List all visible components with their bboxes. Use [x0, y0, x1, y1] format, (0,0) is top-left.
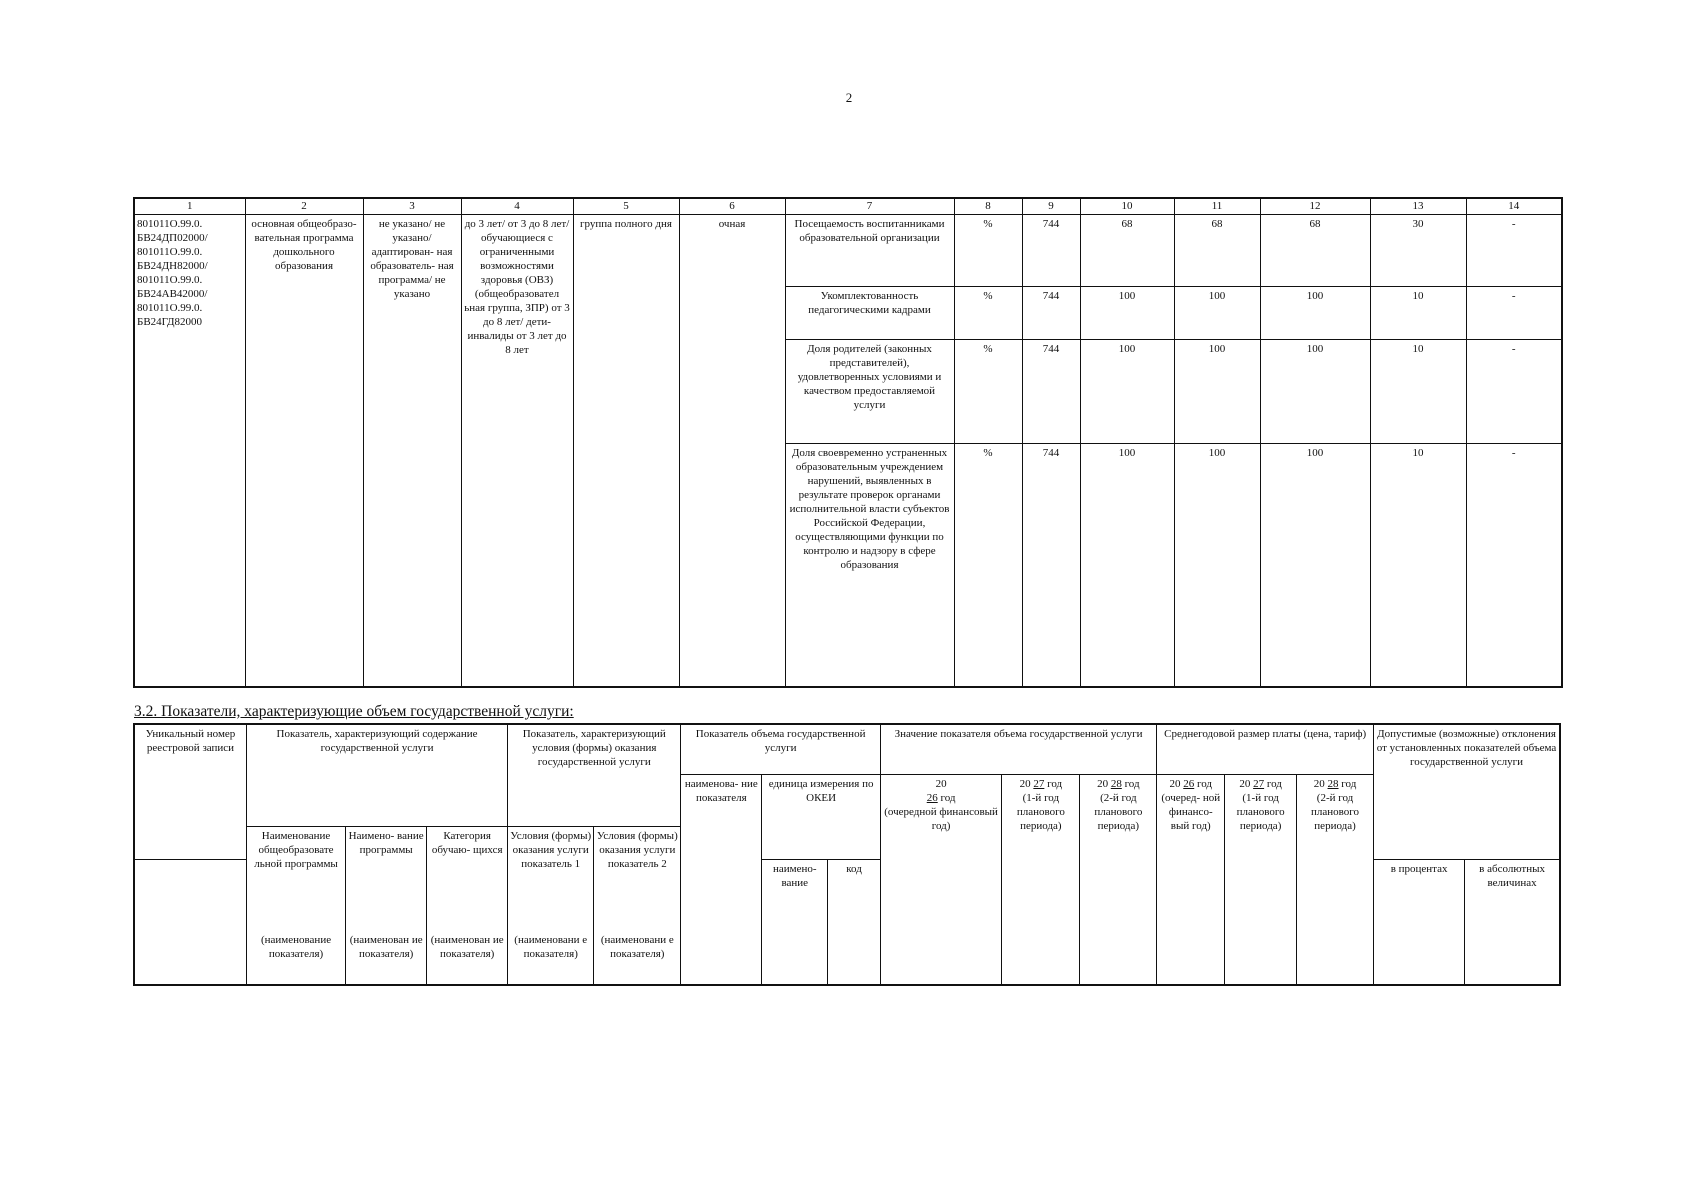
indicator-name: Доля своевременно устраненных образовательным учреждением нарушений, выявленных в результате проверок органами исполнительной власти субъектов Российской Федерации, осуществляющими функции по контролю и надзору в сфере образования: [785, 444, 954, 687]
header-year-2026: 20 26 год (очередной финансовый год): [880, 774, 1002, 985]
deviation-percent: 10: [1370, 340, 1466, 444]
indicator-value-2028: 68: [1260, 215, 1370, 287]
indicator-label: (наименовани е показателя): [594, 931, 681, 985]
deviation-absolute: -: [1466, 444, 1562, 687]
deviation-absolute: -: [1466, 215, 1562, 287]
program-name: основная общеобразо- вательная программа дошкольного образования: [245, 215, 363, 687]
header-student-category: Категория обучаю- щихся: [427, 826, 508, 931]
quality-indicators-table: [133, 197, 1563, 688]
indicator-unit: %: [954, 340, 1022, 444]
indicator-name: Посещаемость воспитанниками образовательной организации: [785, 215, 954, 287]
header-record-number: Уникальный номер реестровой записи: [134, 724, 246, 859]
header-price-2027: 20 27 год (1-й год планового периода): [1225, 774, 1297, 985]
col-number: 3: [363, 198, 461, 215]
col-number: 1: [134, 198, 245, 215]
indicator-code: 744: [1022, 215, 1080, 287]
header-allowed-deviation: Допустимые (возможные) отклонения от установленных показателей объема государственной услуги: [1374, 724, 1560, 859]
indicator-value-2027: 100: [1174, 444, 1260, 687]
deviation-absolute: -: [1466, 287, 1562, 340]
col-number: 5: [573, 198, 679, 215]
col-number: 10: [1080, 198, 1174, 215]
condition-1: группа полного дня: [573, 215, 679, 687]
indicator-name: Доля родителей (законных представителей), удовлетворенных условиями и качеством предоставляемой услуги: [785, 340, 954, 444]
indicator-name: Укомплектованность педагогическими кадрами: [785, 287, 954, 340]
header-content-indicator: Показатель, характеризующий содержание государственной услуги: [246, 724, 507, 826]
indicator-label: (наименование показателя): [246, 931, 345, 985]
header-condition-indicator: Показатель, характеризующий условия (формы) оказания государственной услуги: [508, 724, 681, 826]
deviation-absolute: -: [1466, 340, 1562, 444]
student-category: до 3 лет/ от 3 до 8 лет/ обучающиеся с ограниченными возможностями здоровья (ОВЗ) (общеобразовател ьная группа, ЗПР) от 3 до 8 лет/ дети-инвалиды от 3 лет до 8 лет: [461, 215, 573, 687]
header-price-2028: 20 28 год (2-й год планового периода): [1297, 774, 1374, 985]
indicator-code: 744: [1022, 444, 1080, 687]
col-number: 8: [954, 198, 1022, 215]
header-deviation-absolute: в абсолютных величинах: [1465, 859, 1560, 985]
indicator-value-2026: 100: [1080, 444, 1174, 687]
indicator-value-2026: 100: [1080, 340, 1174, 444]
col-number: 12: [1260, 198, 1370, 215]
header-row: [134, 724, 1560, 774]
volume-indicators-table: [133, 723, 1561, 986]
indicator-value-2028: 100: [1260, 287, 1370, 340]
condition-2: очная: [679, 215, 785, 687]
record-number: 801011О.99.0. БВ24ДП02000/ 801011О.99.0. БВ24ДН82000/ 801011О.99.0. БВ24АВ42000/ 801011О.99.0. БВ24ГД82000: [134, 215, 245, 687]
col-number: 6: [679, 198, 785, 215]
header-program-name: Наименование общеобразовате льной программы: [246, 826, 345, 931]
indicator-label: (наименован ие показателя): [427, 931, 508, 985]
header-year-2028: 20 28 год (2-й год планового периода): [1080, 774, 1157, 985]
col-number: 9: [1022, 198, 1080, 215]
col-number: 11: [1174, 198, 1260, 215]
header-condition-2: Условия (формы) оказания услуги показатель 2: [594, 826, 681, 931]
header-indicator-name: наименова- ние показателя: [681, 774, 762, 985]
indicator-value-2026: 68: [1080, 215, 1174, 287]
indicator-code: 744: [1022, 340, 1080, 444]
deviation-percent: 10: [1370, 287, 1466, 340]
header-volume-value: Значение показателя объема государственной услуги: [880, 724, 1156, 774]
col-number: 13: [1370, 198, 1466, 215]
col-number: 14: [1466, 198, 1562, 215]
column-number-row: [134, 198, 1562, 215]
indicator-unit: %: [954, 215, 1022, 287]
indicator-value-2026: 100: [1080, 287, 1174, 340]
header-volume-indicator: Показатель объема государственной услуги: [681, 724, 881, 774]
indicator-value-2027: 100: [1174, 287, 1260, 340]
indicator-unit: %: [954, 444, 1022, 687]
section-title: 3.2. Показатели, характеризующие объем государственной услуги:: [134, 703, 574, 720]
deviation-percent: 10: [1370, 444, 1466, 687]
header-okei-name: наимено- вание: [762, 859, 828, 985]
header-year-2027: 20 27 год (1-й год планового периода): [1002, 774, 1080, 985]
col-number: 2: [245, 198, 363, 215]
deviation-percent: 30: [1370, 215, 1466, 287]
header-condition-1: Условия (формы) оказания услуги показатель 1: [508, 826, 594, 931]
header-price-2026: 20 26 год (очеред- ной финансо- вый год): [1157, 774, 1225, 985]
indicator-label: (наименовани е показателя): [508, 931, 594, 985]
header-avg-price: Среднегодовой размер платы (цена, тариф): [1157, 724, 1374, 774]
program-type: не указано/ не указано/ адаптирован- ная образователь- ная программа/ не указано: [363, 215, 461, 687]
indicator-unit: %: [954, 287, 1022, 340]
indicator-value-2027: 100: [1174, 340, 1260, 444]
header-okei-unit: единица измерения по ОКЕИ: [762, 774, 881, 859]
indicator-value-2028: 100: [1260, 340, 1370, 444]
header-program-type: Наимено- вание программы: [346, 826, 427, 931]
page-number: 2: [845, 90, 853, 105]
record-number-cell: [134, 859, 246, 985]
col-number: 7: [785, 198, 954, 215]
table-row: [134, 215, 1562, 287]
header-okei-code: код: [828, 859, 881, 985]
indicator-code: 744: [1022, 287, 1080, 340]
header-deviation-percent: в процентах: [1374, 859, 1465, 985]
indicator-label: (наименован ие показателя): [346, 931, 427, 985]
indicator-value-2028: 100: [1260, 444, 1370, 687]
indicator-value-2027: 68: [1174, 215, 1260, 287]
col-number: 4: [461, 198, 573, 215]
